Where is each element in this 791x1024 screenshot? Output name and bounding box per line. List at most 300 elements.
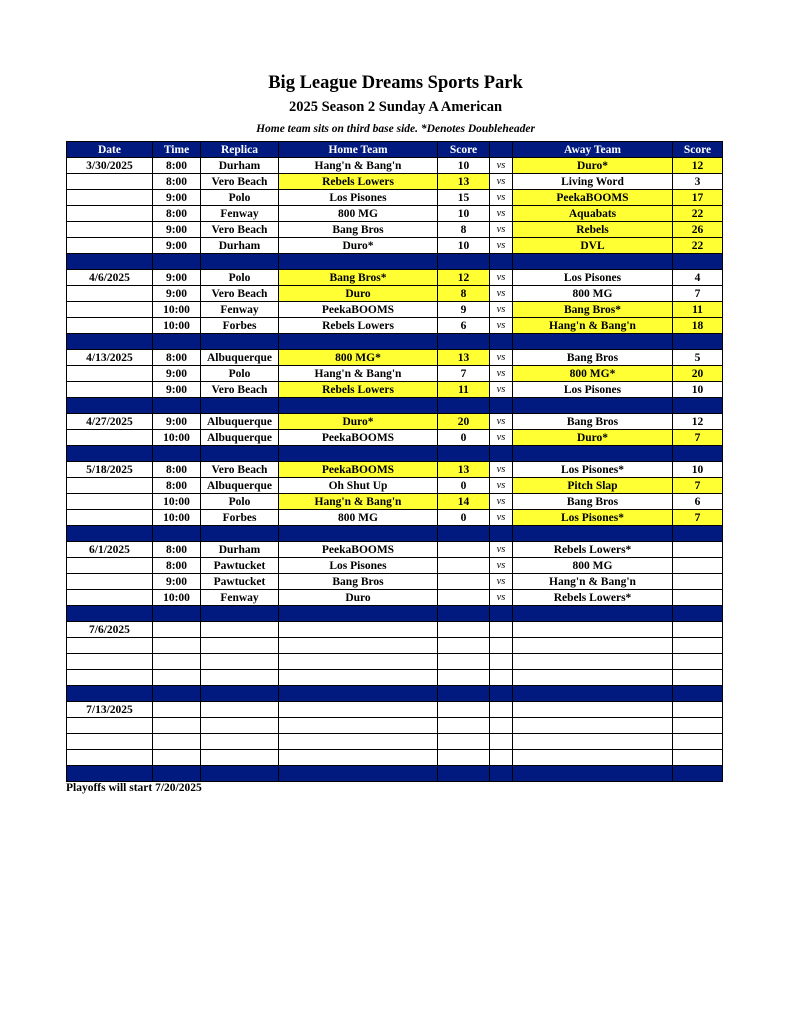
separator-cell bbox=[513, 446, 673, 462]
game-replica: Fenway bbox=[201, 590, 279, 606]
away-team: Duro* bbox=[513, 430, 673, 446]
game-time: 9:00 bbox=[153, 222, 201, 238]
week-date bbox=[67, 494, 153, 510]
table-row bbox=[67, 670, 723, 686]
away-score bbox=[673, 670, 723, 686]
away-team: Living Word bbox=[513, 174, 673, 190]
away-score: 3 bbox=[673, 174, 723, 190]
vs-label: vs bbox=[490, 206, 513, 222]
table-row bbox=[67, 270, 723, 286]
away-score bbox=[673, 734, 723, 750]
game-replica bbox=[201, 654, 279, 670]
vs-label: vs bbox=[490, 366, 513, 382]
vs-label: vs bbox=[490, 494, 513, 510]
away-team: Los Pisones* bbox=[513, 510, 673, 526]
home-score bbox=[438, 734, 490, 750]
away-score bbox=[673, 638, 723, 654]
table-row bbox=[67, 414, 723, 430]
away-team bbox=[513, 702, 673, 718]
away-team bbox=[513, 734, 673, 750]
separator-cell bbox=[67, 526, 153, 542]
separator-cell bbox=[279, 686, 438, 702]
home-team bbox=[279, 638, 438, 654]
game-replica: Fenway bbox=[201, 302, 279, 318]
separator-cell bbox=[153, 686, 201, 702]
vs-label: vs bbox=[490, 190, 513, 206]
vs-label: vs bbox=[490, 222, 513, 238]
separator-cell bbox=[490, 526, 513, 542]
separator-cell bbox=[201, 686, 279, 702]
week-separator bbox=[67, 334, 723, 350]
week-date bbox=[67, 302, 153, 318]
schedule-note: Home team sits on third base side. *Denotes Doubleheader bbox=[256, 123, 535, 135]
vs-label bbox=[490, 654, 513, 670]
home-score bbox=[438, 702, 490, 718]
separator-cell bbox=[438, 334, 490, 350]
game-replica bbox=[201, 750, 279, 766]
header-home-team: Home Team bbox=[279, 142, 438, 158]
week-date bbox=[67, 590, 153, 606]
table-row bbox=[67, 302, 723, 318]
home-team: Hang'n & Bang'n bbox=[279, 494, 438, 510]
game-replica: Durham bbox=[201, 542, 279, 558]
header-away-team: Away Team bbox=[513, 142, 673, 158]
home-team: Rebels Lowers bbox=[279, 382, 438, 398]
away-team bbox=[513, 638, 673, 654]
game-replica: Polo bbox=[201, 366, 279, 382]
away-team: Hang'n & Bang'n bbox=[513, 318, 673, 334]
home-team: Los Pisones bbox=[279, 558, 438, 574]
week-date: 4/13/2025 bbox=[67, 350, 153, 366]
separator-cell bbox=[673, 334, 723, 350]
vs-label: vs bbox=[490, 286, 513, 302]
home-team: 800 MG bbox=[279, 510, 438, 526]
header-away-score: Score bbox=[673, 142, 723, 158]
game-replica: Vero Beach bbox=[201, 462, 279, 478]
game-time: 8:00 bbox=[153, 350, 201, 366]
vs-label: vs bbox=[490, 430, 513, 446]
week-date bbox=[67, 430, 153, 446]
home-score: 8 bbox=[438, 286, 490, 302]
week-date: 7/6/2025 bbox=[67, 622, 153, 638]
header-date: Date bbox=[67, 142, 153, 158]
table-row bbox=[67, 718, 723, 734]
vs-label bbox=[490, 718, 513, 734]
away-team: Aquabats bbox=[513, 206, 673, 222]
separator-cell bbox=[153, 446, 201, 462]
home-team: Hang'n & Bang'n bbox=[279, 366, 438, 382]
game-replica bbox=[201, 718, 279, 734]
week-date bbox=[67, 750, 153, 766]
home-team bbox=[279, 622, 438, 638]
separator-cell bbox=[67, 766, 153, 782]
home-score: 0 bbox=[438, 430, 490, 446]
separator-cell bbox=[201, 254, 279, 270]
week-separator bbox=[67, 254, 723, 270]
table-row bbox=[67, 638, 723, 654]
game-replica: Polo bbox=[201, 190, 279, 206]
away-score: 7 bbox=[673, 430, 723, 446]
away-score: 7 bbox=[673, 478, 723, 494]
home-score bbox=[438, 542, 490, 558]
separator-cell bbox=[67, 686, 153, 702]
vs-label bbox=[490, 702, 513, 718]
week-date bbox=[67, 318, 153, 334]
game-time bbox=[153, 622, 201, 638]
week-date bbox=[67, 174, 153, 190]
away-score bbox=[673, 654, 723, 670]
home-score: 10 bbox=[438, 238, 490, 254]
away-team: Bang Bros bbox=[513, 494, 673, 510]
page-subtitle: 2025 Season 2 Sunday A American bbox=[288, 99, 503, 115]
game-time: 10:00 bbox=[153, 430, 201, 446]
away-team: Pitch Slap bbox=[513, 478, 673, 494]
week-separator bbox=[67, 526, 723, 542]
away-score bbox=[673, 750, 723, 766]
separator-cell bbox=[67, 446, 153, 462]
table-row bbox=[67, 734, 723, 750]
home-score: 0 bbox=[438, 510, 490, 526]
header-row bbox=[67, 142, 723, 158]
game-time: 9:00 bbox=[153, 238, 201, 254]
week-date: 7/13/2025 bbox=[67, 702, 153, 718]
table-row bbox=[67, 494, 723, 510]
home-score bbox=[438, 590, 490, 606]
home-team: Rebels Lowers bbox=[279, 174, 438, 190]
table-row bbox=[67, 350, 723, 366]
week-separator bbox=[67, 446, 723, 462]
game-time: 9:00 bbox=[153, 366, 201, 382]
home-team: 800 MG bbox=[279, 206, 438, 222]
away-team: Rebels Lowers* bbox=[513, 542, 673, 558]
away-team: Los Pisones bbox=[513, 270, 673, 286]
header-home-score: Score bbox=[438, 142, 490, 158]
game-time bbox=[153, 750, 201, 766]
home-team: Duro bbox=[279, 590, 438, 606]
home-score: 13 bbox=[438, 462, 490, 478]
away-team bbox=[513, 718, 673, 734]
away-score: 6 bbox=[673, 494, 723, 510]
game-time: 8:00 bbox=[153, 174, 201, 190]
game-replica bbox=[201, 622, 279, 638]
separator-cell bbox=[201, 398, 279, 414]
home-score: 12 bbox=[438, 270, 490, 286]
away-team: Rebels Lowers* bbox=[513, 590, 673, 606]
separator-cell bbox=[438, 398, 490, 414]
separator-cell bbox=[153, 334, 201, 350]
schedule-table bbox=[66, 141, 723, 782]
home-score: 6 bbox=[438, 318, 490, 334]
game-time: 9:00 bbox=[153, 414, 201, 430]
week-date bbox=[67, 654, 153, 670]
game-replica: Pawtucket bbox=[201, 558, 279, 574]
table-row bbox=[67, 702, 723, 718]
home-team: 800 MG* bbox=[279, 350, 438, 366]
separator-cell bbox=[438, 686, 490, 702]
separator-cell bbox=[279, 254, 438, 270]
home-team: Oh Shut Up bbox=[279, 478, 438, 494]
away-score bbox=[673, 542, 723, 558]
away-score bbox=[673, 574, 723, 590]
home-team bbox=[279, 670, 438, 686]
home-team bbox=[279, 654, 438, 670]
game-time: 9:00 bbox=[153, 574, 201, 590]
game-time: 10:00 bbox=[153, 590, 201, 606]
away-score: 17 bbox=[673, 190, 723, 206]
home-team: PeekaBOOMS bbox=[279, 302, 438, 318]
table-row bbox=[67, 590, 723, 606]
away-team: Los Pisones bbox=[513, 382, 673, 398]
game-replica: Polo bbox=[201, 270, 279, 286]
game-time bbox=[153, 638, 201, 654]
away-score: 12 bbox=[673, 414, 723, 430]
week-date: 4/6/2025 bbox=[67, 270, 153, 286]
vs-label: vs bbox=[490, 302, 513, 318]
separator-cell bbox=[67, 606, 153, 622]
away-score bbox=[673, 590, 723, 606]
away-team bbox=[513, 622, 673, 638]
separator-cell bbox=[673, 766, 723, 782]
away-score bbox=[673, 558, 723, 574]
separator-cell bbox=[490, 686, 513, 702]
week-date bbox=[67, 238, 153, 254]
away-score: 4 bbox=[673, 270, 723, 286]
separator-cell bbox=[673, 398, 723, 414]
separator-cell bbox=[673, 686, 723, 702]
game-time: 8:00 bbox=[153, 478, 201, 494]
separator-cell bbox=[201, 526, 279, 542]
week-date bbox=[67, 286, 153, 302]
home-team bbox=[279, 750, 438, 766]
game-replica: Forbes bbox=[201, 318, 279, 334]
vs-label: vs bbox=[490, 270, 513, 286]
vs-label: vs bbox=[490, 590, 513, 606]
week-date bbox=[67, 222, 153, 238]
separator-cell bbox=[279, 606, 438, 622]
game-time bbox=[153, 670, 201, 686]
separator-cell bbox=[513, 686, 673, 702]
home-team bbox=[279, 702, 438, 718]
away-team: Los Pisones* bbox=[513, 462, 673, 478]
home-score: 9 bbox=[438, 302, 490, 318]
separator-cell bbox=[201, 606, 279, 622]
separator-cell bbox=[490, 254, 513, 270]
game-time: 8:00 bbox=[153, 206, 201, 222]
game-replica bbox=[201, 734, 279, 750]
separator-cell bbox=[279, 766, 438, 782]
week-date bbox=[67, 574, 153, 590]
away-score: 20 bbox=[673, 366, 723, 382]
separator-cell bbox=[279, 398, 438, 414]
away-score: 22 bbox=[673, 238, 723, 254]
separator-cell bbox=[279, 526, 438, 542]
week-date: 4/27/2025 bbox=[67, 414, 153, 430]
table-row bbox=[67, 542, 723, 558]
table-row bbox=[67, 654, 723, 670]
separator-cell bbox=[490, 398, 513, 414]
separator-cell bbox=[490, 446, 513, 462]
away-score: 7 bbox=[673, 510, 723, 526]
week-date bbox=[67, 206, 153, 222]
game-time: 8:00 bbox=[153, 462, 201, 478]
separator-cell bbox=[201, 766, 279, 782]
table-row bbox=[67, 430, 723, 446]
game-replica: Fenway bbox=[201, 206, 279, 222]
separator-cell bbox=[438, 446, 490, 462]
vs-label: vs bbox=[490, 382, 513, 398]
separator-cell bbox=[67, 254, 153, 270]
vs-label: vs bbox=[490, 478, 513, 494]
separator-cell bbox=[513, 254, 673, 270]
table-row bbox=[67, 478, 723, 494]
table-row bbox=[67, 574, 723, 590]
table-row bbox=[67, 318, 723, 334]
away-score bbox=[673, 702, 723, 718]
week-date: 6/1/2025 bbox=[67, 542, 153, 558]
week-date bbox=[67, 734, 153, 750]
home-score bbox=[438, 670, 490, 686]
game-replica: Durham bbox=[201, 238, 279, 254]
home-team: Bang Bros bbox=[279, 222, 438, 238]
vs-label: vs bbox=[490, 414, 513, 430]
game-replica: Vero Beach bbox=[201, 382, 279, 398]
game-replica: Polo bbox=[201, 494, 279, 510]
away-team: 800 MG bbox=[513, 286, 673, 302]
game-time: 9:00 bbox=[153, 286, 201, 302]
separator-cell bbox=[153, 398, 201, 414]
game-replica bbox=[201, 638, 279, 654]
home-team: PeekaBOOMS bbox=[279, 462, 438, 478]
away-team: DVL bbox=[513, 238, 673, 254]
separator-cell bbox=[513, 398, 673, 414]
vs-label: vs bbox=[490, 542, 513, 558]
week-date: 5/18/2025 bbox=[67, 462, 153, 478]
game-time bbox=[153, 734, 201, 750]
separator-cell bbox=[438, 766, 490, 782]
game-replica: Forbes bbox=[201, 510, 279, 526]
separator-cell bbox=[438, 606, 490, 622]
home-score bbox=[438, 622, 490, 638]
game-time: 9:00 bbox=[153, 382, 201, 398]
table-row bbox=[67, 238, 723, 254]
home-team: PeekaBOOMS bbox=[279, 542, 438, 558]
home-team: Duro* bbox=[279, 414, 438, 430]
vs-label: vs bbox=[490, 174, 513, 190]
separator-cell bbox=[153, 766, 201, 782]
away-team: 800 MG* bbox=[513, 366, 673, 382]
home-score bbox=[438, 718, 490, 734]
home-team: Duro* bbox=[279, 238, 438, 254]
separator-cell bbox=[673, 526, 723, 542]
home-team: PeekaBOOMS bbox=[279, 430, 438, 446]
game-time: 10:00 bbox=[153, 494, 201, 510]
vs-label: vs bbox=[490, 558, 513, 574]
home-team bbox=[279, 734, 438, 750]
week-date bbox=[67, 558, 153, 574]
home-score: 10 bbox=[438, 158, 490, 174]
game-replica: Albuquerque bbox=[201, 350, 279, 366]
separator-cell bbox=[438, 526, 490, 542]
home-score: 8 bbox=[438, 222, 490, 238]
home-score: 10 bbox=[438, 206, 490, 222]
vs-label: vs bbox=[490, 462, 513, 478]
separator-cell bbox=[67, 398, 153, 414]
away-score: 5 bbox=[673, 350, 723, 366]
away-score: 22 bbox=[673, 206, 723, 222]
week-date bbox=[67, 510, 153, 526]
separator-cell bbox=[67, 334, 153, 350]
table-row bbox=[67, 750, 723, 766]
separator-cell bbox=[153, 254, 201, 270]
table-row bbox=[67, 222, 723, 238]
home-score bbox=[438, 654, 490, 670]
week-separator bbox=[67, 766, 723, 782]
week-date bbox=[67, 718, 153, 734]
vs-label: vs bbox=[490, 238, 513, 254]
game-time: 8:00 bbox=[153, 542, 201, 558]
vs-label: vs bbox=[490, 350, 513, 366]
away-score bbox=[673, 718, 723, 734]
away-team: Bang Bros bbox=[513, 350, 673, 366]
separator-cell bbox=[673, 254, 723, 270]
away-score: 10 bbox=[673, 382, 723, 398]
separator-cell bbox=[513, 526, 673, 542]
home-score: 15 bbox=[438, 190, 490, 206]
playoffs-note: Playoffs will start 7/20/2025 bbox=[66, 782, 202, 794]
home-team: Bang Bros* bbox=[279, 270, 438, 286]
home-team: Duro bbox=[279, 286, 438, 302]
table-row bbox=[67, 622, 723, 638]
away-team: Duro* bbox=[513, 158, 673, 174]
game-replica: Vero Beach bbox=[201, 286, 279, 302]
game-time bbox=[153, 702, 201, 718]
vs-label bbox=[490, 670, 513, 686]
table-row bbox=[67, 382, 723, 398]
game-replica: Albuquerque bbox=[201, 430, 279, 446]
separator-cell bbox=[279, 446, 438, 462]
home-score bbox=[438, 750, 490, 766]
vs-label bbox=[490, 622, 513, 638]
away-team: Hang'n & Bang'n bbox=[513, 574, 673, 590]
table-row bbox=[67, 174, 723, 190]
away-team: Bang Bros* bbox=[513, 302, 673, 318]
header-time: Time bbox=[153, 142, 201, 158]
game-time bbox=[153, 654, 201, 670]
table-row bbox=[67, 366, 723, 382]
home-score: 7 bbox=[438, 366, 490, 382]
away-team: Rebels bbox=[513, 222, 673, 238]
game-time: 8:00 bbox=[153, 558, 201, 574]
table-row bbox=[67, 558, 723, 574]
separator-cell bbox=[490, 766, 513, 782]
home-score bbox=[438, 638, 490, 654]
home-score: 13 bbox=[438, 174, 490, 190]
game-time: 8:00 bbox=[153, 158, 201, 174]
separator-cell bbox=[279, 334, 438, 350]
away-team bbox=[513, 654, 673, 670]
home-score bbox=[438, 574, 490, 590]
week-separator bbox=[67, 686, 723, 702]
away-score: 11 bbox=[673, 302, 723, 318]
home-team: Hang'n & Bang'n bbox=[279, 158, 438, 174]
vs-label bbox=[490, 734, 513, 750]
game-time: 10:00 bbox=[153, 510, 201, 526]
away-score: 7 bbox=[673, 286, 723, 302]
game-time: 10:00 bbox=[153, 302, 201, 318]
home-team: Rebels Lowers bbox=[279, 318, 438, 334]
table-row bbox=[67, 462, 723, 478]
week-date bbox=[67, 190, 153, 206]
